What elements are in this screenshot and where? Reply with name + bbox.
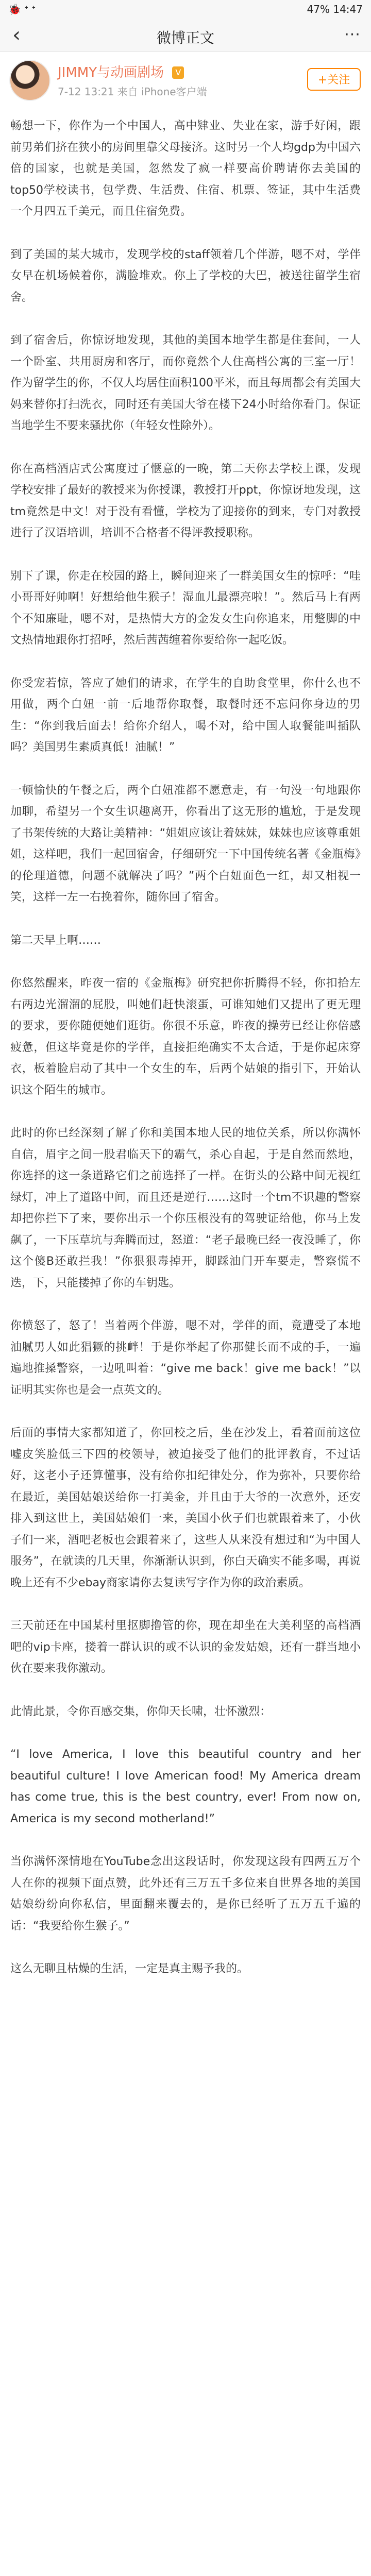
paragraph: 此时的你已经深刻了解了你和美国本地人民的地位关系，所以你满怀自信，眉宇之间一股君临天下的霸气，杀心自起，于是自然而然地，你选择的这一条道路它们之前选择了一样。在街头的公路中间无视红绿灯，冲上了道路中间，而且还是逆行……这时一个tm不识趣的警察却把你拦下了来，要你出示一个你压根没有的驾驶证给他，你马上发飙了，一下压草坑与奔腾而过，怒道：“老子最晚已经一夜没睡了，你这个傻B还敢拦我！”你狠狠毒掉开，脚踩油门开车要走，警察慌不迭，下，只能搂掉了你的车钥匙。 xyxy=(10,1127,361,1290)
paragraph: 畅想一下，你作为一个中国人，高中肄业、失业在家，游手好闲，跟前男弟们挤在狭小的房间里靠父母接济。这时另一个人均gdp为中国六倍的国家，也就是美国，忽然发了疯一样要高价聘请你去美国的top50学校读书，包学费、生活费、住宿、机票、签证，其中生活费一个月四五千美元，而且住宿免费。 xyxy=(10,120,361,218)
top-navigation-bar xyxy=(0,19,371,52)
follow-button[interactable]: +关注 xyxy=(307,68,361,91)
paragraph: 这么无聊且枯燥的生活，一定是真主赐予我的。 xyxy=(10,1962,249,1975)
paragraph: 你愤怒了，怒了！当着两个伴游，嗯不对，学伴的面，竟遭受了本地油腻男人如此猖獗的挑衅！于是你举起了你那健长而不成的手，一遍遍地推搡警察，一边吼叫着：“give me back！give me back！”以证明其实你也是会一点英文的。 xyxy=(10,1319,361,1397)
paragraph: 到了美国的某大城市，发现学校的staff领着几个伴游，嗯不对，学伴女早在机场候着你，满脸堆欢。你上了学校的大巴，被送往留学生宿舍。 xyxy=(10,248,361,304)
status-right: 47% 14:47 xyxy=(307,3,363,15)
post-meta: 7-12 13:21 来自 iPhone客户端 xyxy=(58,86,207,98)
author-name[interactable] xyxy=(58,62,184,81)
more-options-icon[interactable]: ··· xyxy=(344,26,361,44)
back-arrow-icon[interactable]: ‹ xyxy=(12,23,21,47)
verified-badge-icon: V xyxy=(172,66,184,79)
paragraph: 别下了课，你走在校园的路上，瞬间迎来了一群美国女生的惊呼：“哇小哥哥好帅啊！好想给他生猴子！湿血儿最漂亮啦！”。然后马上有两个不知廉耻，嗯不对，是热情大方的金发女生向你追来，用蹩脚的中文热情地跟你打招呼，然后茜茜缠着你要给你一起吃饭。 xyxy=(10,569,361,647)
paragraph: 一顿愉快的午餐之后，两个白妞准都不愿意走，有一句没一句地跟你加聊，希望另一个女生识趣离开，你看出了这无形的尴尬，于是发现了书架传统的大路让美精神：“姐姐应该让着妹妹，妹妹也应该尊重姐姐，这样吧，我们一起回宿舍，仔细研究一下中国传统名著《金瓶梅》的伦理道德，问题不就解决了吗？”两个白妞面色一红，却又相视一笑，这样一左一右挽着你，随你回了宿舍。 xyxy=(10,784,361,904)
paragraph: 到了宿舍后，你惊讶地发现，其他的美国本地学生都是住套间，一人一个卧室、共用厨房和客厅，而你竟然个人住高档公寓的三室一厅！作为留学生的你，不仅人均居住面积100平米，而且每周都会有美国大妈来替你打扫洗衣，同时还有美国大爷在楼下24小时给你看门。保证当地学生不要来骚扰你（年轻女性除外）。 xyxy=(10,334,361,432)
paragraph: 你受宠若惊，答应了她们的请求，在学生的自助食堂里，你什么也不用做，两个白妞一前一后地帮你取餐，取餐时还不忘问你身边的男生：“你到我后面去！给你介绍人，喝不对，给中国人取餐能叫插队吗？美国男生素质真低！油腻！” xyxy=(10,676,361,754)
paragraph: 第二天早上啊…… xyxy=(10,934,102,947)
status-bar xyxy=(0,0,371,19)
author-name-text[interactable]: JIMMY与动画剧场 xyxy=(58,65,164,80)
author-header xyxy=(0,52,371,109)
paragraph: 当你满怀深情地在YouTube念出这段话时，你发现这段有四两五万个人在你的视频下面点赞，此外还有三万五千多位来自世界各地的美国姑娘纷纷向你私信，里面翻来覆去的，是你已经听了五万五千遍的话：“我要给你生猴子。” xyxy=(10,1855,361,1933)
paragraph: “I love America, I love this beautiful country and her beautiful culture! I love American food! My America dream has come true, this is the best country, ever! From now on, America is my second motherland!” xyxy=(10,1748,361,1825)
status-left-icons: 🐞 ᐩ ᐩ xyxy=(8,3,36,15)
paragraph: 你悠然醒来，昨夜一宿的《金瓶梅》研究把你折腾得不轻，你扣拾左右两边光溜溜的屁股，叫她们赶快滚蛋，可谁知她们又提出了更无理的要求，要你随便她们逛街。你很不乐意，昨夜的操劳已经让你倍感疲惫，但这毕竟是你的学伴，直接拒绝确实不太合适，于是你起床穿衣，板着脸启动了其中一个女生的车，后两个姑娘的指引下，开始认识这个陌生的城市。 xyxy=(10,977,361,1097)
paragraph: 你在高档酒店式公寓度过了惬意的一晚，第二天你去学校上课，发现学校安排了最好的教授来为你授课，教授打开ppt，你惊讶地发现，这tm竟然是中文！对于没有看懂，学校为了迎接你的到来，专门对教授进行了汉语培训，培训不合格者不得评教授职称。 xyxy=(10,462,361,539)
avatar[interactable] xyxy=(9,60,50,101)
post-content xyxy=(10,115,361,2576)
paragraph: 三天前还在中国某村里抠脚撸管的你，现在却坐在大美利坚的高档酒吧的vip卡座，搂着一群认识的或不认识的金发姑娘，还有一群当地小伙在要来我你激动。 xyxy=(10,1619,361,1675)
paragraph: 后面的事情大家都知道了，你回校之后，坐在沙发上，看着面前这位嘘皮笑脸低三下四的校领导，被迫接受了他们的批评教育，不过话好，这老小子还算懂事，没有给你扣纪律处分，作为弥补，只要你给在最近，美国姑娘送给你一打美金，并且由于大爷的一次意外，还安排入到这世上，美国姑娘们一来，美国小伙子们也就跟着来了，小伙子们一来，酒吧老板也会跟着来了，这些人从来没有想过和“为中国人服务”，在就读的几天里，你渐渐认识到，你白天确实不能多喝，再说晚上还有不少ebay商家请你去复读写字作为你的政治素质。 xyxy=(10,1427,361,1589)
page-title: 微博正文 xyxy=(156,29,214,46)
paragraph: 此情此景，令你百感交集，你仰天长啸，壮怀激烈： xyxy=(10,1705,272,1718)
